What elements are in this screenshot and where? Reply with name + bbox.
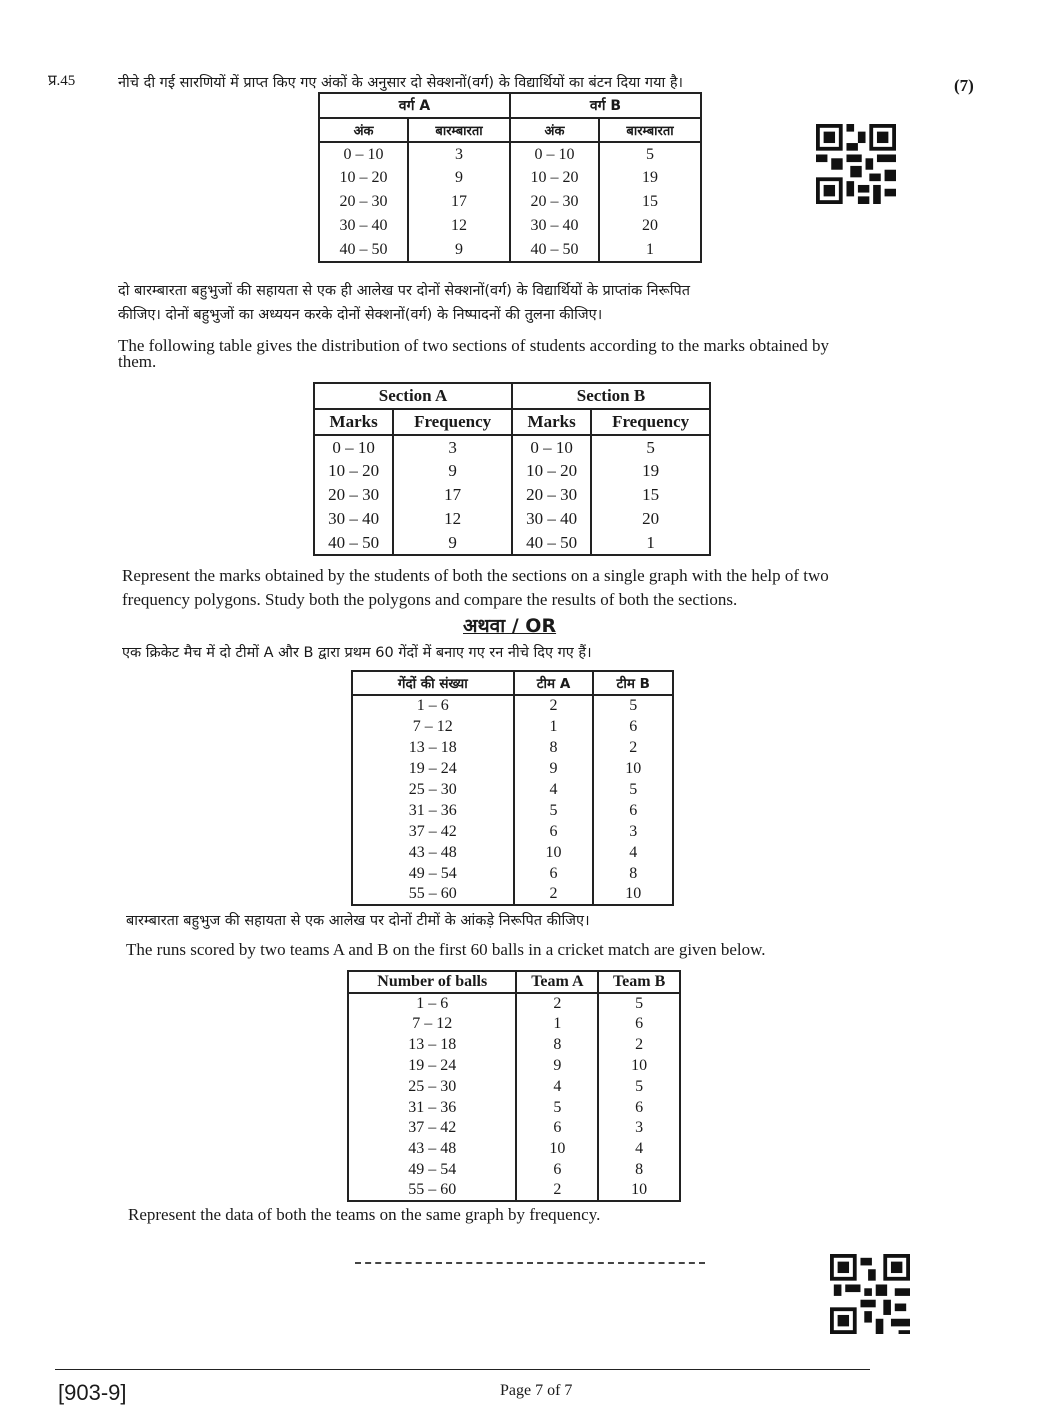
cell: 2 bbox=[516, 1180, 598, 1201]
end-divider bbox=[355, 1262, 705, 1264]
cell: 5 bbox=[598, 1076, 680, 1097]
cell: 6 bbox=[514, 863, 594, 884]
cell: 7 – 12 bbox=[352, 716, 514, 737]
cell: 12 bbox=[408, 214, 510, 238]
cell: 3 bbox=[598, 1118, 680, 1139]
cell: 9 bbox=[516, 1056, 598, 1077]
cell: 55 – 60 bbox=[352, 884, 514, 905]
cell: 49 – 54 bbox=[352, 863, 514, 884]
table-row bbox=[348, 1014, 680, 1035]
col-balls: Number of balls bbox=[348, 971, 516, 993]
english-marks-table bbox=[313, 382, 711, 556]
cell: 15 bbox=[591, 483, 710, 507]
table-row bbox=[319, 238, 701, 262]
cell: 19 – 24 bbox=[348, 1056, 516, 1077]
qr-code-icon bbox=[816, 124, 896, 204]
cell: 10 bbox=[593, 884, 673, 905]
table-row bbox=[348, 1076, 680, 1097]
table-row bbox=[352, 695, 673, 716]
cell: 37 – 42 bbox=[352, 821, 514, 842]
cell: 5 bbox=[598, 993, 680, 1014]
table-row bbox=[352, 758, 673, 779]
cell: 10 bbox=[598, 1180, 680, 1201]
hindi-marks-table bbox=[318, 92, 702, 263]
cell: 1 bbox=[516, 1014, 598, 1035]
cell: 6 bbox=[593, 800, 673, 821]
cell: 10 – 20 bbox=[319, 166, 408, 190]
table-row bbox=[319, 142, 701, 166]
cell: 1 – 6 bbox=[348, 993, 516, 1014]
cell: 13 – 18 bbox=[348, 1035, 516, 1056]
cell: 10 – 20 bbox=[314, 459, 393, 483]
cell: 3 bbox=[593, 821, 673, 842]
col-balls: गेंदों की संख्या bbox=[352, 671, 514, 695]
or-separator: अथवा / OR bbox=[463, 615, 557, 637]
cell: 20 – 30 bbox=[319, 190, 408, 214]
col-freq-b: बारम्बारता bbox=[599, 118, 701, 142]
cell: 49 – 54 bbox=[348, 1160, 516, 1181]
col-freq-b: Frequency bbox=[591, 409, 710, 435]
cell: 6 bbox=[598, 1097, 680, 1118]
table-row bbox=[319, 214, 701, 238]
cell: 40 – 50 bbox=[314, 531, 393, 555]
cell: 9 bbox=[408, 166, 510, 190]
cell: 6 bbox=[593, 716, 673, 737]
cell: 10 bbox=[516, 1139, 598, 1160]
cell: 12 bbox=[393, 507, 512, 531]
cell: 9 bbox=[393, 459, 512, 483]
cell: 10 bbox=[593, 758, 673, 779]
alt-en-task: Represent the data of both the teams on the same graph by frequency. bbox=[128, 1205, 601, 1224]
col-team-a: Team A bbox=[516, 971, 598, 993]
table-row bbox=[352, 863, 673, 884]
cell: 1 bbox=[591, 531, 710, 555]
cell: 17 bbox=[408, 190, 510, 214]
cell: 0 – 10 bbox=[512, 435, 591, 459]
cell: 40 – 50 bbox=[510, 238, 599, 262]
table-row bbox=[319, 190, 701, 214]
cell: 37 – 42 bbox=[348, 1118, 516, 1139]
paper-code: [903-9] bbox=[58, 1380, 127, 1405]
hindi-cricket-table bbox=[351, 670, 674, 906]
cell: 19 bbox=[591, 459, 710, 483]
cell: 10 – 20 bbox=[510, 166, 599, 190]
col-freq-a: बारम्बारता bbox=[408, 118, 510, 142]
cell: 20 bbox=[591, 507, 710, 531]
table-row bbox=[314, 459, 710, 483]
cell: 19 bbox=[599, 166, 701, 190]
cell: 6 bbox=[598, 1014, 680, 1035]
cell: 20 – 30 bbox=[512, 483, 591, 507]
footer-rule bbox=[55, 1369, 870, 1370]
cell: 25 – 30 bbox=[352, 779, 514, 800]
cell: 20 – 30 bbox=[314, 483, 393, 507]
cell: 25 – 30 bbox=[348, 1076, 516, 1097]
cell: 5 bbox=[599, 142, 701, 166]
q45-en-task2: frequency polygons. Study both the polygons and compare the results of both the sections. bbox=[122, 590, 738, 609]
table-row bbox=[348, 993, 680, 1014]
cell: 1 bbox=[599, 238, 701, 262]
col-marks-a: अंक bbox=[319, 118, 408, 142]
table-row bbox=[319, 166, 701, 190]
cell: 6 bbox=[516, 1160, 598, 1181]
cell: 10 – 20 bbox=[512, 459, 591, 483]
cell: 30 – 40 bbox=[319, 214, 408, 238]
cell: 43 – 48 bbox=[352, 842, 514, 863]
table-row bbox=[348, 1160, 680, 1181]
table-row bbox=[314, 483, 710, 507]
table-row bbox=[348, 1139, 680, 1160]
cell: 5 bbox=[516, 1097, 598, 1118]
cell: 40 – 50 bbox=[512, 531, 591, 555]
cell: 13 – 18 bbox=[352, 737, 514, 758]
qr-code-icon bbox=[830, 1254, 910, 1334]
cell: 5 bbox=[591, 435, 710, 459]
cell: 4 bbox=[593, 842, 673, 863]
cell: 8 bbox=[514, 737, 594, 758]
q45-en-task1: Represent the marks obtained by the students of both the sections on a single graph with the help of two bbox=[122, 566, 829, 585]
col-team-b: टीम B bbox=[593, 671, 673, 695]
cell: 5 bbox=[514, 800, 594, 821]
cell: 4 bbox=[516, 1076, 598, 1097]
table-row bbox=[348, 1097, 680, 1118]
cell: 55 – 60 bbox=[348, 1180, 516, 1201]
cell: 2 bbox=[593, 737, 673, 758]
cell: 43 – 48 bbox=[348, 1139, 516, 1160]
cell: 1 – 6 bbox=[352, 695, 514, 716]
cell: 31 – 36 bbox=[352, 800, 514, 821]
table-row bbox=[348, 1118, 680, 1139]
table-row bbox=[352, 737, 673, 758]
cell: 2 bbox=[598, 1035, 680, 1056]
alt-hindi-task: बारम्बारता बहुभुज की सहायता से एक आलेख पर दोनों टीमों के आंकड़े निरूपित कीजिए। bbox=[126, 913, 590, 929]
cell: 0 – 10 bbox=[510, 142, 599, 166]
table-row bbox=[314, 531, 710, 555]
cell: 4 bbox=[514, 779, 594, 800]
cell: 6 bbox=[514, 821, 594, 842]
cell: 9 bbox=[514, 758, 594, 779]
section-a-header: Section A bbox=[314, 383, 512, 409]
cell: 2 bbox=[514, 695, 594, 716]
section-b-header: Section B bbox=[512, 383, 710, 409]
cell: 9 bbox=[408, 238, 510, 262]
group-a-header: वर्ग A bbox=[319, 93, 510, 118]
table-row bbox=[348, 1035, 680, 1056]
col-freq-a: Frequency bbox=[393, 409, 512, 435]
cell: 2 bbox=[516, 993, 598, 1014]
question-marks: (7) bbox=[954, 76, 974, 95]
table-row bbox=[352, 821, 673, 842]
cell: 19 – 24 bbox=[352, 758, 514, 779]
table-row bbox=[352, 884, 673, 905]
cell: 0 – 10 bbox=[314, 435, 393, 459]
cell: 5 bbox=[593, 695, 673, 716]
table-row bbox=[314, 507, 710, 531]
alt-hindi-intro: एक क्रिकेट मैच में दो टीमों A और B द्वारा प्रथम 60 गेंदों में बनाए गए रन नीचे दिए गए हैं। bbox=[122, 645, 592, 661]
cell: 31 – 36 bbox=[348, 1097, 516, 1118]
cell: 30 – 40 bbox=[510, 214, 599, 238]
table-row bbox=[352, 716, 673, 737]
cell: 8 bbox=[598, 1160, 680, 1181]
page-number: Page 7 of 7 bbox=[500, 1382, 573, 1399]
cell: 4 bbox=[598, 1139, 680, 1160]
cell: 5 bbox=[593, 779, 673, 800]
table-row bbox=[348, 1056, 680, 1077]
q45-hindi-intro: नीचे दी गई सारणियों में प्राप्त किए गए अंकों के अनुसार दो सेक्शनों(वर्ग) के विद्यार्थियों का बंटन दिया गया है। bbox=[118, 75, 684, 91]
cell: 7 – 12 bbox=[348, 1014, 516, 1035]
q45-en-line2: them. bbox=[118, 352, 157, 371]
cell: 20 bbox=[599, 214, 701, 238]
cell: 3 bbox=[393, 435, 512, 459]
table-row bbox=[348, 1180, 680, 1201]
table-row bbox=[352, 842, 673, 863]
cell: 6 bbox=[516, 1118, 598, 1139]
col-marks-a: Marks bbox=[314, 409, 393, 435]
q45-en-line1: The following table gives the distribution of two sections of students according to the marks obtained by bbox=[118, 336, 830, 355]
q45-hindi-line2: कीजिए। दोनों बहुभुजों का अध्ययन करके दोनों सेक्शनों(वर्ग) के निष्पादनों की तुलना कीजिए। bbox=[118, 307, 603, 323]
col-marks-b: Marks bbox=[512, 409, 591, 435]
group-b-header: वर्ग B bbox=[510, 93, 701, 118]
cell: 9 bbox=[393, 531, 512, 555]
cell: 40 – 50 bbox=[319, 238, 408, 262]
q45-hindi-line1: दो बारम्बारता बहुभुजों की सहायता से एक ही आलेख पर दोनों सेक्शनों(वर्ग) के विद्यार्थियों के प्राप्तांक निरूपित bbox=[118, 283, 691, 299]
cell: 30 – 40 bbox=[314, 507, 393, 531]
cell: 2 bbox=[514, 884, 594, 905]
cell: 8 bbox=[516, 1035, 598, 1056]
english-cricket-table bbox=[347, 970, 681, 1202]
cell: 0 – 10 bbox=[319, 142, 408, 166]
table-row bbox=[314, 435, 710, 459]
cell: 10 bbox=[514, 842, 594, 863]
cell: 8 bbox=[593, 863, 673, 884]
cell: 17 bbox=[393, 483, 512, 507]
cell: 10 bbox=[598, 1056, 680, 1077]
col-team-a: टीम A bbox=[514, 671, 594, 695]
cell: 3 bbox=[408, 142, 510, 166]
alt-en-intro: The runs scored by two teams A and B on the first 60 balls in a cricket match are given below. bbox=[126, 940, 766, 959]
question-number: प्र.45 bbox=[48, 73, 76, 89]
cell: 15 bbox=[599, 190, 701, 214]
cell: 20 – 30 bbox=[510, 190, 599, 214]
col-marks-b: अंक bbox=[510, 118, 599, 142]
cell: 30 – 40 bbox=[512, 507, 591, 531]
col-team-b: Team B bbox=[598, 971, 680, 993]
cell: 1 bbox=[514, 716, 594, 737]
table-row bbox=[352, 779, 673, 800]
table-row bbox=[352, 800, 673, 821]
